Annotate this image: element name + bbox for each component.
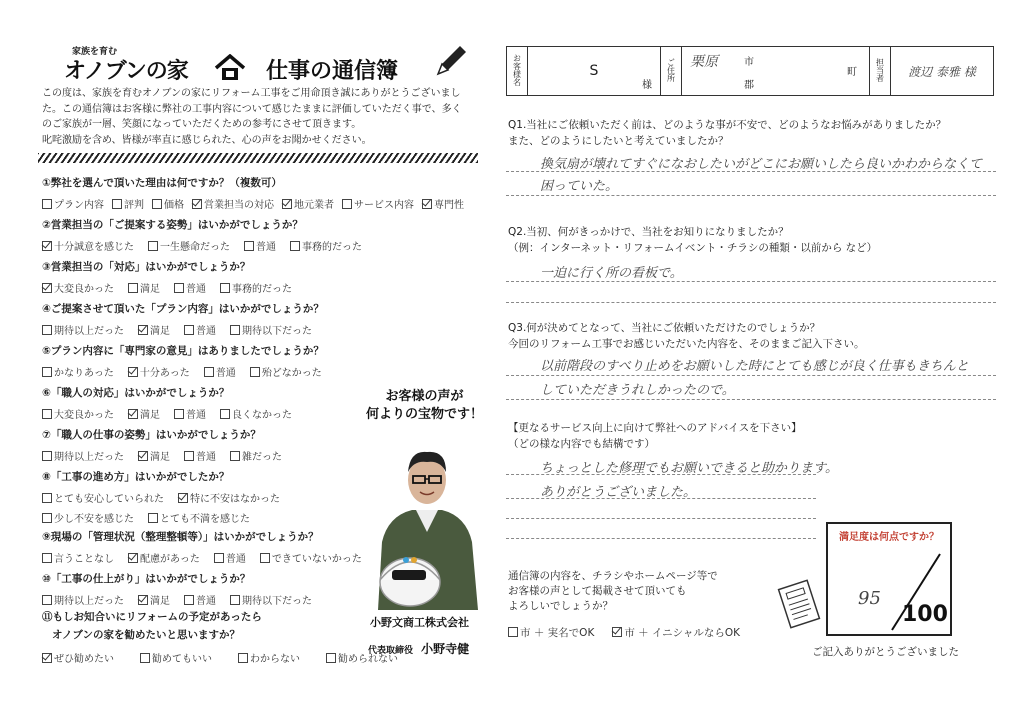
question-text: ③営業担当の「対応」はいかがでしょうか？ <box>42 261 251 273</box>
footer-thanks: ご記入ありがとうございました <box>812 646 959 658</box>
checkbox-checked-icon[interactable] <box>192 199 202 209</box>
checkbox-checked-icon[interactable] <box>128 409 138 419</box>
q1-block <box>508 119 998 147</box>
answer-line: していただきうれしかったので。 <box>540 383 735 398</box>
option[interactable]: 期待以下だった <box>230 592 312 607</box>
option[interactable]: 普通 <box>184 448 216 463</box>
checkbox-icon[interactable] <box>230 451 240 461</box>
q1-subtext: また、どのようにしたいと考えていましたか？ <box>508 134 729 147</box>
options <box>42 196 482 211</box>
option[interactable]: 勧められない <box>326 650 398 665</box>
checkbox-icon[interactable] <box>42 409 52 419</box>
option[interactable]: 勧めてもいい <box>140 650 212 665</box>
rep-label: 担当者 <box>870 47 891 96</box>
q3-block <box>508 322 998 350</box>
question-text: ⑦「職人の仕事の姿勢」はいかがでしょうか？ <box>42 429 261 441</box>
intro-line: 叱咤激励を含め、皆様が率直に感じられた、心の声をお聞かせください。 <box>42 134 372 146</box>
checkbox-checked-icon[interactable] <box>138 325 148 335</box>
rep-name: 小野寺健 <box>421 642 470 656</box>
answer-line-rule <box>506 281 996 282</box>
checkbox-icon[interactable] <box>238 653 248 663</box>
question-text: ①弊社を選んで頂いた理由は何ですか？（複数可） <box>42 177 282 189</box>
option[interactable]: 評判 <box>112 196 144 211</box>
checkbox-checked-icon[interactable] <box>42 653 52 663</box>
checkbox-icon[interactable] <box>42 325 52 335</box>
option[interactable]: 満足 <box>138 448 170 463</box>
option[interactable]: 専門性 <box>422 196 464 211</box>
address-city: 栗原 <box>690 54 718 70</box>
q3-text: Q3.何が決めてとなって、当社にご依頼いただけたのでしょうか？ <box>508 322 821 334</box>
checkbox-checked-icon[interactable] <box>128 553 138 563</box>
customer-name-field[interactable] <box>528 47 661 96</box>
option[interactable]: 普通 <box>184 322 216 337</box>
checkbox-icon[interactable] <box>214 553 224 563</box>
checkbox-icon[interactable] <box>184 451 194 461</box>
option[interactable]: 十分あった <box>128 364 190 379</box>
option[interactable]: 一生懸命だった <box>148 238 230 253</box>
checkbox-icon[interactable] <box>260 553 270 563</box>
advice-subtext: （どの様な内容でも結構です） <box>508 437 655 450</box>
pencil-icon <box>434 44 468 78</box>
checkbox-checked-icon[interactable] <box>42 283 52 293</box>
option[interactable]: 地元業者 <box>282 196 334 211</box>
answer-line-rule <box>506 399 996 400</box>
rep-title: 代表取締役 <box>368 646 414 656</box>
option[interactable]: 殆どなかった <box>250 364 322 379</box>
house-icon <box>214 54 246 82</box>
q1-answer[interactable] <box>540 154 1000 198</box>
checkbox-checked-icon[interactable] <box>128 367 138 377</box>
option[interactable]: とても安心していられた <box>42 490 164 505</box>
checkbox-checked-icon[interactable] <box>422 199 432 209</box>
checkbox-checked-icon[interactable] <box>612 627 622 637</box>
answer-line: 以前階段のすべり止めをお願いした時にとても感じが良く仕事もきちんと <box>540 359 969 374</box>
option[interactable]: 普通 <box>174 280 206 295</box>
option[interactable]: 期待以下だった <box>230 322 312 337</box>
promo-line: 何よりの宝物です！ <box>365 407 483 422</box>
checkbox-checked-icon[interactable] <box>138 451 148 461</box>
q2-block <box>508 226 998 254</box>
option[interactable]: できていないかった <box>260 550 362 565</box>
checkbox-icon[interactable] <box>244 241 254 251</box>
q1-text: Q1.当社にご依頼いただく前は、どのような事が不安で、どのようなお悩みがありましたか？ <box>508 119 947 131</box>
answer-line-rule <box>506 375 996 376</box>
question-text: ④ご提案させて頂いた「プラン内容」はいかがでしょうか？ <box>42 303 324 315</box>
checkbox-icon[interactable] <box>42 451 52 461</box>
checkbox-checked-icon[interactable] <box>42 241 52 251</box>
answer-line: ちょっとした修理でもお願いできると助かります。 <box>540 461 838 476</box>
options <box>42 364 482 379</box>
intro-line: この度は、家族を育むオノブンの家にリフォーム工事をご用命頂き誠にありがとうございまし <box>42 88 461 99</box>
checkbox-icon[interactable] <box>508 627 518 637</box>
publish-options <box>508 625 740 640</box>
q2-text: Q2.当初、何がきっかけで、当社をお知りになりましたか？ <box>508 226 789 238</box>
option[interactable]: 価格 <box>152 196 184 211</box>
question-3 <box>42 259 482 301</box>
option[interactable]: 営業担当の対応 <box>192 196 274 211</box>
checkbox-icon[interactable] <box>42 553 52 563</box>
promo-caption <box>362 388 487 424</box>
question-text: ⑧「工事の進め方」はいかがでしたか？ <box>42 471 230 483</box>
rep-name-handwritten: 渡辺 泰雅 様 <box>908 64 976 79</box>
answer-line-rule <box>506 518 816 519</box>
publish-line: 通信簿の内容を、チラシやホームページ等で <box>508 570 718 582</box>
checkbox-icon[interactable] <box>230 325 240 335</box>
score-max: 100 <box>902 602 948 627</box>
satisfaction-label: 満足度は何点ですか？ <box>839 532 939 543</box>
name-label: お客様名 <box>507 47 528 96</box>
checkbox-icon[interactable] <box>112 199 122 209</box>
logo-brand: オノブンの家 <box>64 59 188 84</box>
publish-line: お客様の声として掲載させて頂いても <box>508 585 687 597</box>
checkbox-icon[interactable] <box>42 493 52 503</box>
checkbox-icon[interactable] <box>140 653 150 663</box>
option[interactable]: プラン内容 <box>42 196 104 211</box>
checkbox-icon[interactable] <box>174 409 184 419</box>
q2-answer[interactable] <box>540 262 1000 281</box>
question-2 <box>42 217 482 259</box>
company-name: 小野文商工株式会社 <box>370 616 469 629</box>
town-label: 町 <box>847 67 857 78</box>
publish-line: よろしいでしょうか？ <box>508 600 613 612</box>
county-label: 郡 <box>744 80 754 91</box>
advice-text: 【更なるサービス向上に向けて弊社へのアドバイスを下さい】 <box>508 422 802 434</box>
advice-block <box>508 422 998 450</box>
intro-line: のご家族が一層、笑顔になっていただくための参考にさせて頂きます。 <box>42 119 362 130</box>
option[interactable]: 少し不安を感じた <box>42 510 134 525</box>
option[interactable]: かなりあった <box>42 364 114 379</box>
option[interactable]: 十分誠意を感じた <box>42 238 134 253</box>
customer-name: S <box>589 63 599 79</box>
answer-line: 困っていた。 <box>540 179 619 194</box>
options <box>42 322 482 337</box>
checkbox-checked-icon[interactable] <box>138 595 148 605</box>
checkbox-icon[interactable] <box>42 367 52 377</box>
checkbox-icon[interactable] <box>220 409 230 419</box>
checkbox-icon[interactable] <box>290 241 300 251</box>
score-value[interactable]: 95 <box>858 588 881 609</box>
answer-line: 一迫に行く所の看板で。 <box>540 266 683 281</box>
checkbox-icon[interactable] <box>148 513 158 523</box>
checkbox-icon[interactable] <box>184 595 194 605</box>
checkbox-icon[interactable] <box>184 325 194 335</box>
checkbox-icon[interactable] <box>204 367 214 377</box>
answer-line-rule <box>506 498 816 499</box>
answer-line-rule <box>506 302 996 303</box>
q3-answer[interactable] <box>540 355 1000 403</box>
option[interactable]: 良くなかった <box>220 406 292 421</box>
question-5 <box>42 343 482 385</box>
option[interactable]: 普通 <box>174 406 206 421</box>
page-title: 仕事の通信簿 <box>266 59 399 84</box>
intro-divider <box>38 153 478 163</box>
option[interactable]: 言うことなし <box>42 550 114 565</box>
option[interactable]: 大変良かった <box>42 280 114 295</box>
option[interactable]: 普通 <box>244 238 276 253</box>
header <box>62 44 482 84</box>
question-text: ⑩「工事の仕上がり」はいかがでしょうか？ <box>42 573 251 585</box>
question-1 <box>42 175 482 217</box>
option[interactable]: 普通 <box>184 592 216 607</box>
option[interactable]: とても不満を感じた <box>148 510 250 525</box>
address-label: ご住所 <box>661 47 682 96</box>
options <box>42 280 482 295</box>
option[interactable]: 期待以上だった <box>42 592 124 607</box>
question-text: ⑥「職人の対応」はいかがでしょうか？ <box>42 387 230 399</box>
publish-text <box>508 569 718 614</box>
option[interactable]: 雑だった <box>230 448 282 463</box>
option[interactable]: 満足 <box>138 322 170 337</box>
representative-photo <box>368 432 486 610</box>
q3-subtext: 今回のリフォーム工事でお感じいただいた内容を、そのままご記入下さい。 <box>508 337 865 350</box>
options <box>42 238 482 253</box>
answer-line-rule <box>506 195 996 196</box>
option[interactable]: 期待以上だった <box>42 448 124 463</box>
question-text: ⑤プラン内容に「専門家の意見」はありましたでしょうか？ <box>42 345 324 357</box>
checkbox-icon[interactable] <box>152 199 162 209</box>
option-initials[interactable]: 市 ＋ イニシャルならOK <box>612 625 740 640</box>
option[interactable]: 大変良かった <box>42 406 114 421</box>
option[interactable]: 事務的だった <box>220 280 292 295</box>
honorific: 様 <box>642 80 652 91</box>
option[interactable]: 満足 <box>128 280 160 295</box>
intro-line: た。この通信簿はお客様に弊社の工事内容について感じたままに評価していただく事で、多く <box>42 103 462 115</box>
answer-line: 換気扇が壊れてすぐになおしたいがどこにお願いしたら良いかわからなくて <box>540 157 983 172</box>
address-field[interactable] <box>682 47 870 96</box>
representative <box>368 638 469 657</box>
option[interactable]: 期待以上だった <box>42 322 124 337</box>
question-text: ⑨現場の「管理状況（整理整頓等）」はいかがでしょうか？ <box>42 531 319 543</box>
checkbox-icon[interactable] <box>42 199 52 209</box>
promo-line: お客様の声が <box>385 389 464 404</box>
checkbox-icon[interactable] <box>250 367 260 377</box>
satisfaction-box <box>826 522 952 636</box>
option[interactable]: 普通 <box>204 364 236 379</box>
answer-line-rule <box>506 474 816 475</box>
answer-line-rule <box>506 171 996 172</box>
option[interactable]: わからない <box>238 650 300 665</box>
customer-info-table <box>506 46 994 96</box>
brochure-icon <box>776 578 822 630</box>
checkbox-icon[interactable] <box>42 595 52 605</box>
option[interactable]: 普通 <box>214 550 246 565</box>
option[interactable]: 配慮があった <box>128 550 200 565</box>
checkbox-icon[interactable] <box>342 199 352 209</box>
checkbox-icon[interactable] <box>128 283 138 293</box>
question-text: オノブンの家を勧めたいと思いますか？ <box>52 629 240 641</box>
q2-subtext: （例：インターネット・リフォームイベント・チラシの種類・以前から など） <box>508 241 878 254</box>
option[interactable]: サービス内容 <box>342 196 414 211</box>
option[interactable]: 特に不安はなかった <box>178 490 280 505</box>
rep-field[interactable] <box>891 47 994 96</box>
question-text: ⑪もしお知合いにリフォームの予定があったら <box>42 611 262 623</box>
option[interactable]: 満足 <box>128 406 160 421</box>
option[interactable]: ぜひ勧めたい <box>42 650 114 665</box>
logo-tagline: 家族を育む <box>72 47 118 57</box>
option[interactable]: 事務的だった <box>290 238 362 253</box>
option[interactable]: 満足 <box>138 592 170 607</box>
answer-line-rule <box>506 538 816 539</box>
checkbox-icon[interactable] <box>220 283 230 293</box>
checkbox-icon[interactable] <box>42 513 52 523</box>
checkbox-icon[interactable] <box>326 653 336 663</box>
checkbox-checked-icon[interactable] <box>282 199 292 209</box>
checkbox-checked-icon[interactable] <box>178 493 188 503</box>
city-label: 市 <box>744 57 754 68</box>
question-4 <box>42 301 482 343</box>
intro-text <box>42 86 502 148</box>
checkbox-icon[interactable] <box>230 595 240 605</box>
checkbox-icon[interactable] <box>174 283 184 293</box>
option-real-name[interactable]: 市 ＋ 実名でOK <box>508 625 594 640</box>
answer-line: ありがとうございました。 <box>540 485 697 500</box>
question-text: ②営業担当の「ご提案する姿勢」はいかがでしょうか？ <box>42 219 303 231</box>
checkbox-icon[interactable] <box>148 241 158 251</box>
